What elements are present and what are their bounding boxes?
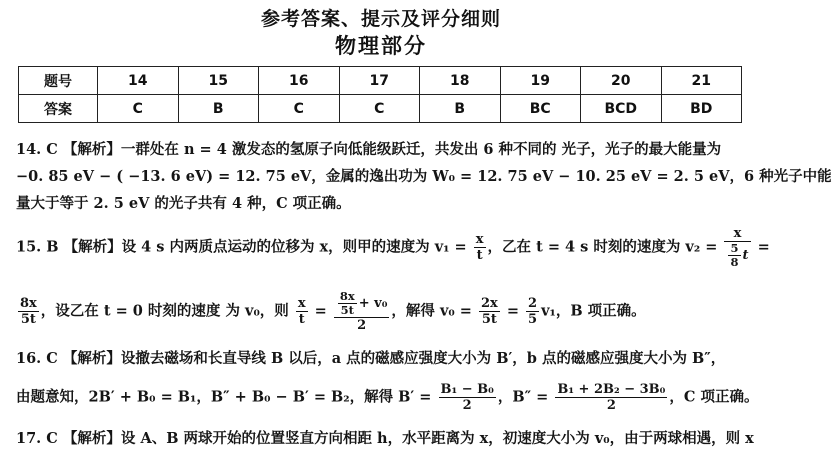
- row-label-number: 题号: [19, 67, 98, 95]
- solution-17: [16, 425, 754, 452]
- solution-14-line-2: −0. 85 eV − ( −13. 6 eV) = 12. 75 eV，金属的逸出功为 W₀ = 12. 75 eV − 10. 25 eV = 2. 5 eV，6 种光子中能: [16, 168, 832, 185]
- solution-15: 15. B 【解析】设 4 s 内两质点运动的位移为 x，则甲的速度为 v₁ = $\frac{x}{t}$ ，乙在 t = 4 s 时刻的速度为 v₂ = x $\frac{5}{8}$ t =: [16, 226, 770, 269]
- table-cell: 21: [661, 67, 742, 95]
- fraction-average-velocity: $\frac{8x}{5t}$ + v₀ 2: [334, 290, 390, 333]
- page-title: 参考答案、提示及评分细则: [260, 8, 501, 30]
- table-cell: 18: [420, 67, 501, 95]
- table-cell: 16: [259, 67, 340, 95]
- analysis-bracket: 【解析】: [62, 141, 121, 158]
- text-line: 设 A、B 两球开始的位置竖直方向相距 h，水平距离为 x，初速度大小为 v₀，由于两球相遇，则 x: [120, 430, 754, 447]
- analysis-bracket: 【解析】: [62, 430, 121, 447]
- solution-15-continued: $\frac{8x}{5t}$ ，设乙在 t = 0 时刻的速度 为 v₀，则 $\frac{x}{t}$ = $\frac{8x}{5t}$ + v₀ 2 ，解得 v₀ = $\frac{2x}{5t}$ = $\frac{2}{5}$ v₁，B 项正确。: [20, 289, 646, 333]
- text-segment: 设 4 s 内两质点运动的位移为 x，则甲的速度为 v₁ =: [121, 238, 467, 256]
- table-cell: 14: [98, 67, 179, 95]
- text-line: 一群处在 n = 4 激发态的氢原子向低能级跃迁，共发出 6 种不同的 光子，光子的最大能量为: [120, 141, 722, 158]
- solution-14-line-1: [16, 136, 751, 163]
- table-cell: C: [98, 95, 179, 123]
- solution-14-line-3: 量大于等于 2. 5 eV 的光子共有 4 种，C 项正确。: [16, 195, 351, 212]
- text-segment: v₁，B 项正确。: [541, 302, 646, 320]
- table-cell: BC: [500, 95, 581, 123]
- table-cell: 19: [500, 67, 581, 95]
- fraction-2-over-5: $\frac{2}{5}$: [528, 296, 538, 327]
- table-cell: C: [339, 95, 420, 123]
- solution-16-line-1: [16, 345, 751, 372]
- fraction-x-over-t: $\frac{x}{t}$: [297, 296, 306, 327]
- text-segment: ，乙在 t = 4 s 时刻的速度为 v₂ =: [487, 238, 718, 256]
- table-cell: 20: [581, 67, 662, 95]
- table-row-answers: [19, 95, 742, 123]
- fraction-b-prime: $\frac{\text{B₁ − B₀}}{2}$: [440, 382, 494, 413]
- solution-14: [16, 136, 832, 217]
- table-cell: B: [420, 95, 501, 123]
- analysis-bracket: 【解析】: [63, 238, 122, 256]
- table-cell: 15: [178, 67, 259, 95]
- table-cell: B: [178, 95, 259, 123]
- text-segment: ，C 项正确。: [669, 388, 759, 406]
- table-cell: BD: [661, 95, 742, 123]
- solution-16: [16, 345, 759, 413]
- analysis-bracket: 【解析】: [62, 350, 121, 367]
- fraction-x-over-t: $\frac{x}{t}$: [475, 232, 484, 263]
- row-label-answer: 答案: [19, 95, 98, 123]
- answer-table: [18, 66, 742, 123]
- fraction-8x-over-5t: $\frac{8x}{5t}$: [20, 296, 37, 327]
- question-tag: 14. C: [16, 141, 58, 158]
- solution-16-line-2: [16, 382, 759, 413]
- text-segment: ，解得 v₀ =: [391, 302, 472, 320]
- table-cell: C: [259, 95, 340, 123]
- question-tag: 16. C: [16, 350, 58, 367]
- question-tag: 17. C: [16, 430, 58, 447]
- fraction-b-double-prime: $\frac{\text{B₁ + 2B₂ − 3B₀}}{2}$: [557, 382, 666, 413]
- table-cell: BCD: [581, 95, 662, 123]
- fraction-2x-over-5t: $\frac{2x}{5t}$: [481, 296, 498, 327]
- fraction-x-over-5-8-t: x $\frac{5}{8}$ t: [724, 226, 750, 269]
- text-line: 设撤去磁场和长直导线 B 以后，a 点的磁感应强度大小为 B′，b 点的磁感应强度大小为 B″，: [120, 350, 726, 367]
- page-subtitle: 物理部分: [335, 33, 427, 58]
- text-segment: ，设乙在 t = 0 时刻的速度 为 v₀，则: [40, 302, 289, 320]
- table-cell: 17: [339, 67, 420, 95]
- text-segment: 由题意知，2B′ + B₀ = B₁，B″ + B₀ − B′ = B₂，解得 B′ =: [16, 388, 432, 406]
- text-segment: ，B″ =: [497, 388, 549, 406]
- question-tag: 15. B: [16, 238, 59, 256]
- table-row-numbers: [19, 67, 742, 95]
